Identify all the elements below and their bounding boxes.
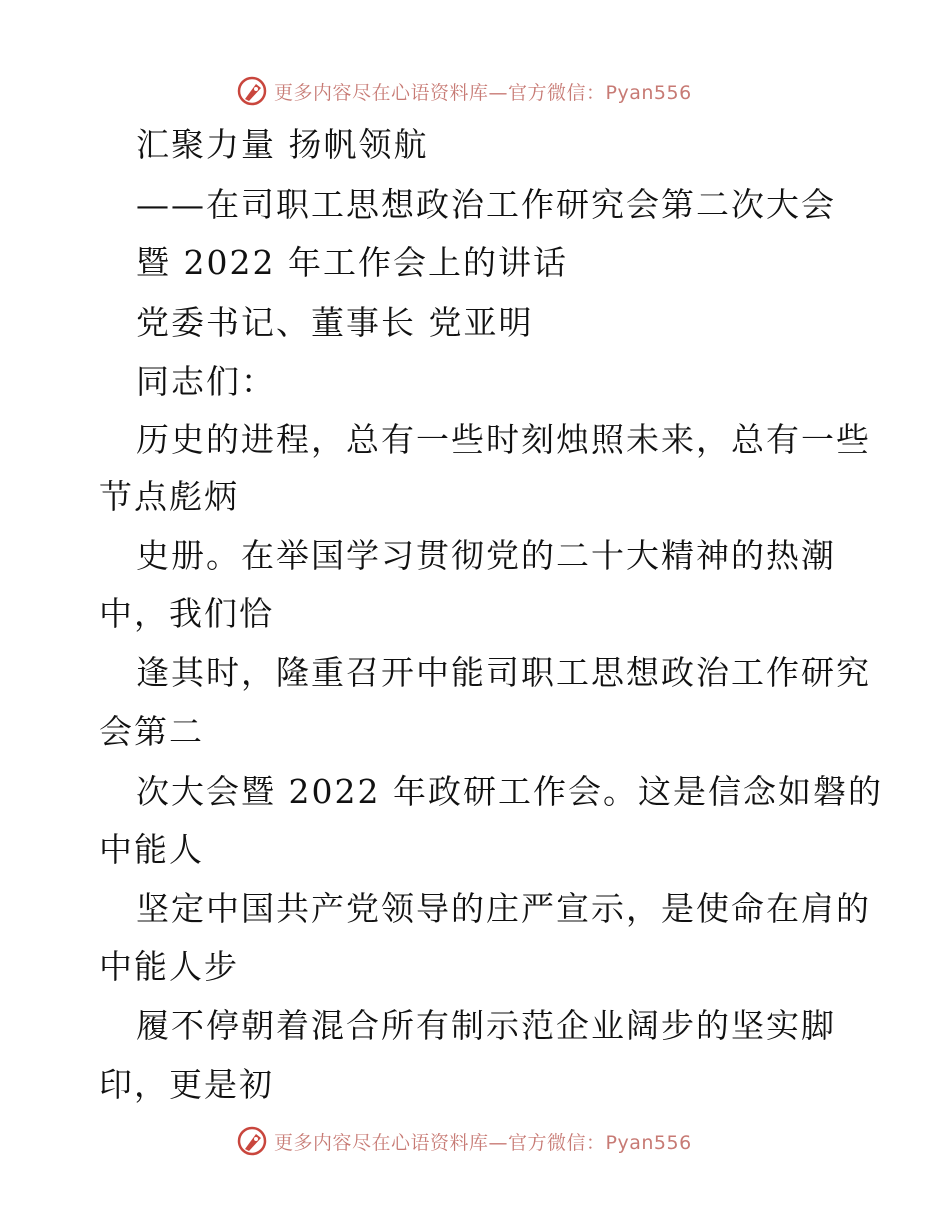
paragraph-line: 逢其时，隆重召开中能司职工思想政治工作研究 — [136, 653, 871, 692]
paragraph-line: 节点彪炳 — [99, 477, 239, 516]
watermark-text: 更多内容尽在心语资料库—官方微信：Pyan556 — [274, 81, 692, 104]
paragraph-line: 中，我们恰 — [99, 594, 274, 633]
paragraph-line: 中能人步 — [99, 947, 239, 986]
pen-nib-logo-icon — [236, 1125, 268, 1157]
document-subtitle-continued: 暨 2022 年工作会上的讲话 — [136, 243, 568, 282]
document-salutation: 同志们： — [136, 362, 276, 401]
paragraph-line: 印，更是初 — [99, 1065, 274, 1104]
paragraph-line: 次大会暨 2022 年政研工作会。这是信念如磐的 — [136, 772, 883, 811]
paragraph-line: 坚定中国共产党领导的庄严宣示，是使命在肩的 — [136, 889, 871, 928]
watermark-header — [236, 74, 692, 108]
paragraph-line: 中能人 — [99, 830, 204, 869]
paragraph-line: 履不停朝着混合所有制示范企业阔步的坚实脚 — [136, 1006, 836, 1045]
document-title: 汇聚力量 扬帆领航 — [136, 125, 429, 164]
document-speaker: 党委书记、董事长 党亚明 — [136, 303, 534, 342]
paragraph-line: 会第二 — [99, 712, 204, 751]
paragraph-line: 史册。在举国学习贯彻党的二十大精神的热潮 — [136, 536, 836, 575]
watermark-text: 更多内容尽在心语资料库—官方微信：Pyan556 — [274, 1131, 692, 1154]
document-subtitle: ——在司职工思想政治工作研究会第二次大会 — [136, 185, 836, 224]
pen-nib-logo-icon — [236, 75, 268, 107]
paragraph-line: 历史的进程，总有一些时刻烛照未来，总有一些 — [136, 420, 871, 459]
watermark-footer — [236, 1124, 692, 1158]
